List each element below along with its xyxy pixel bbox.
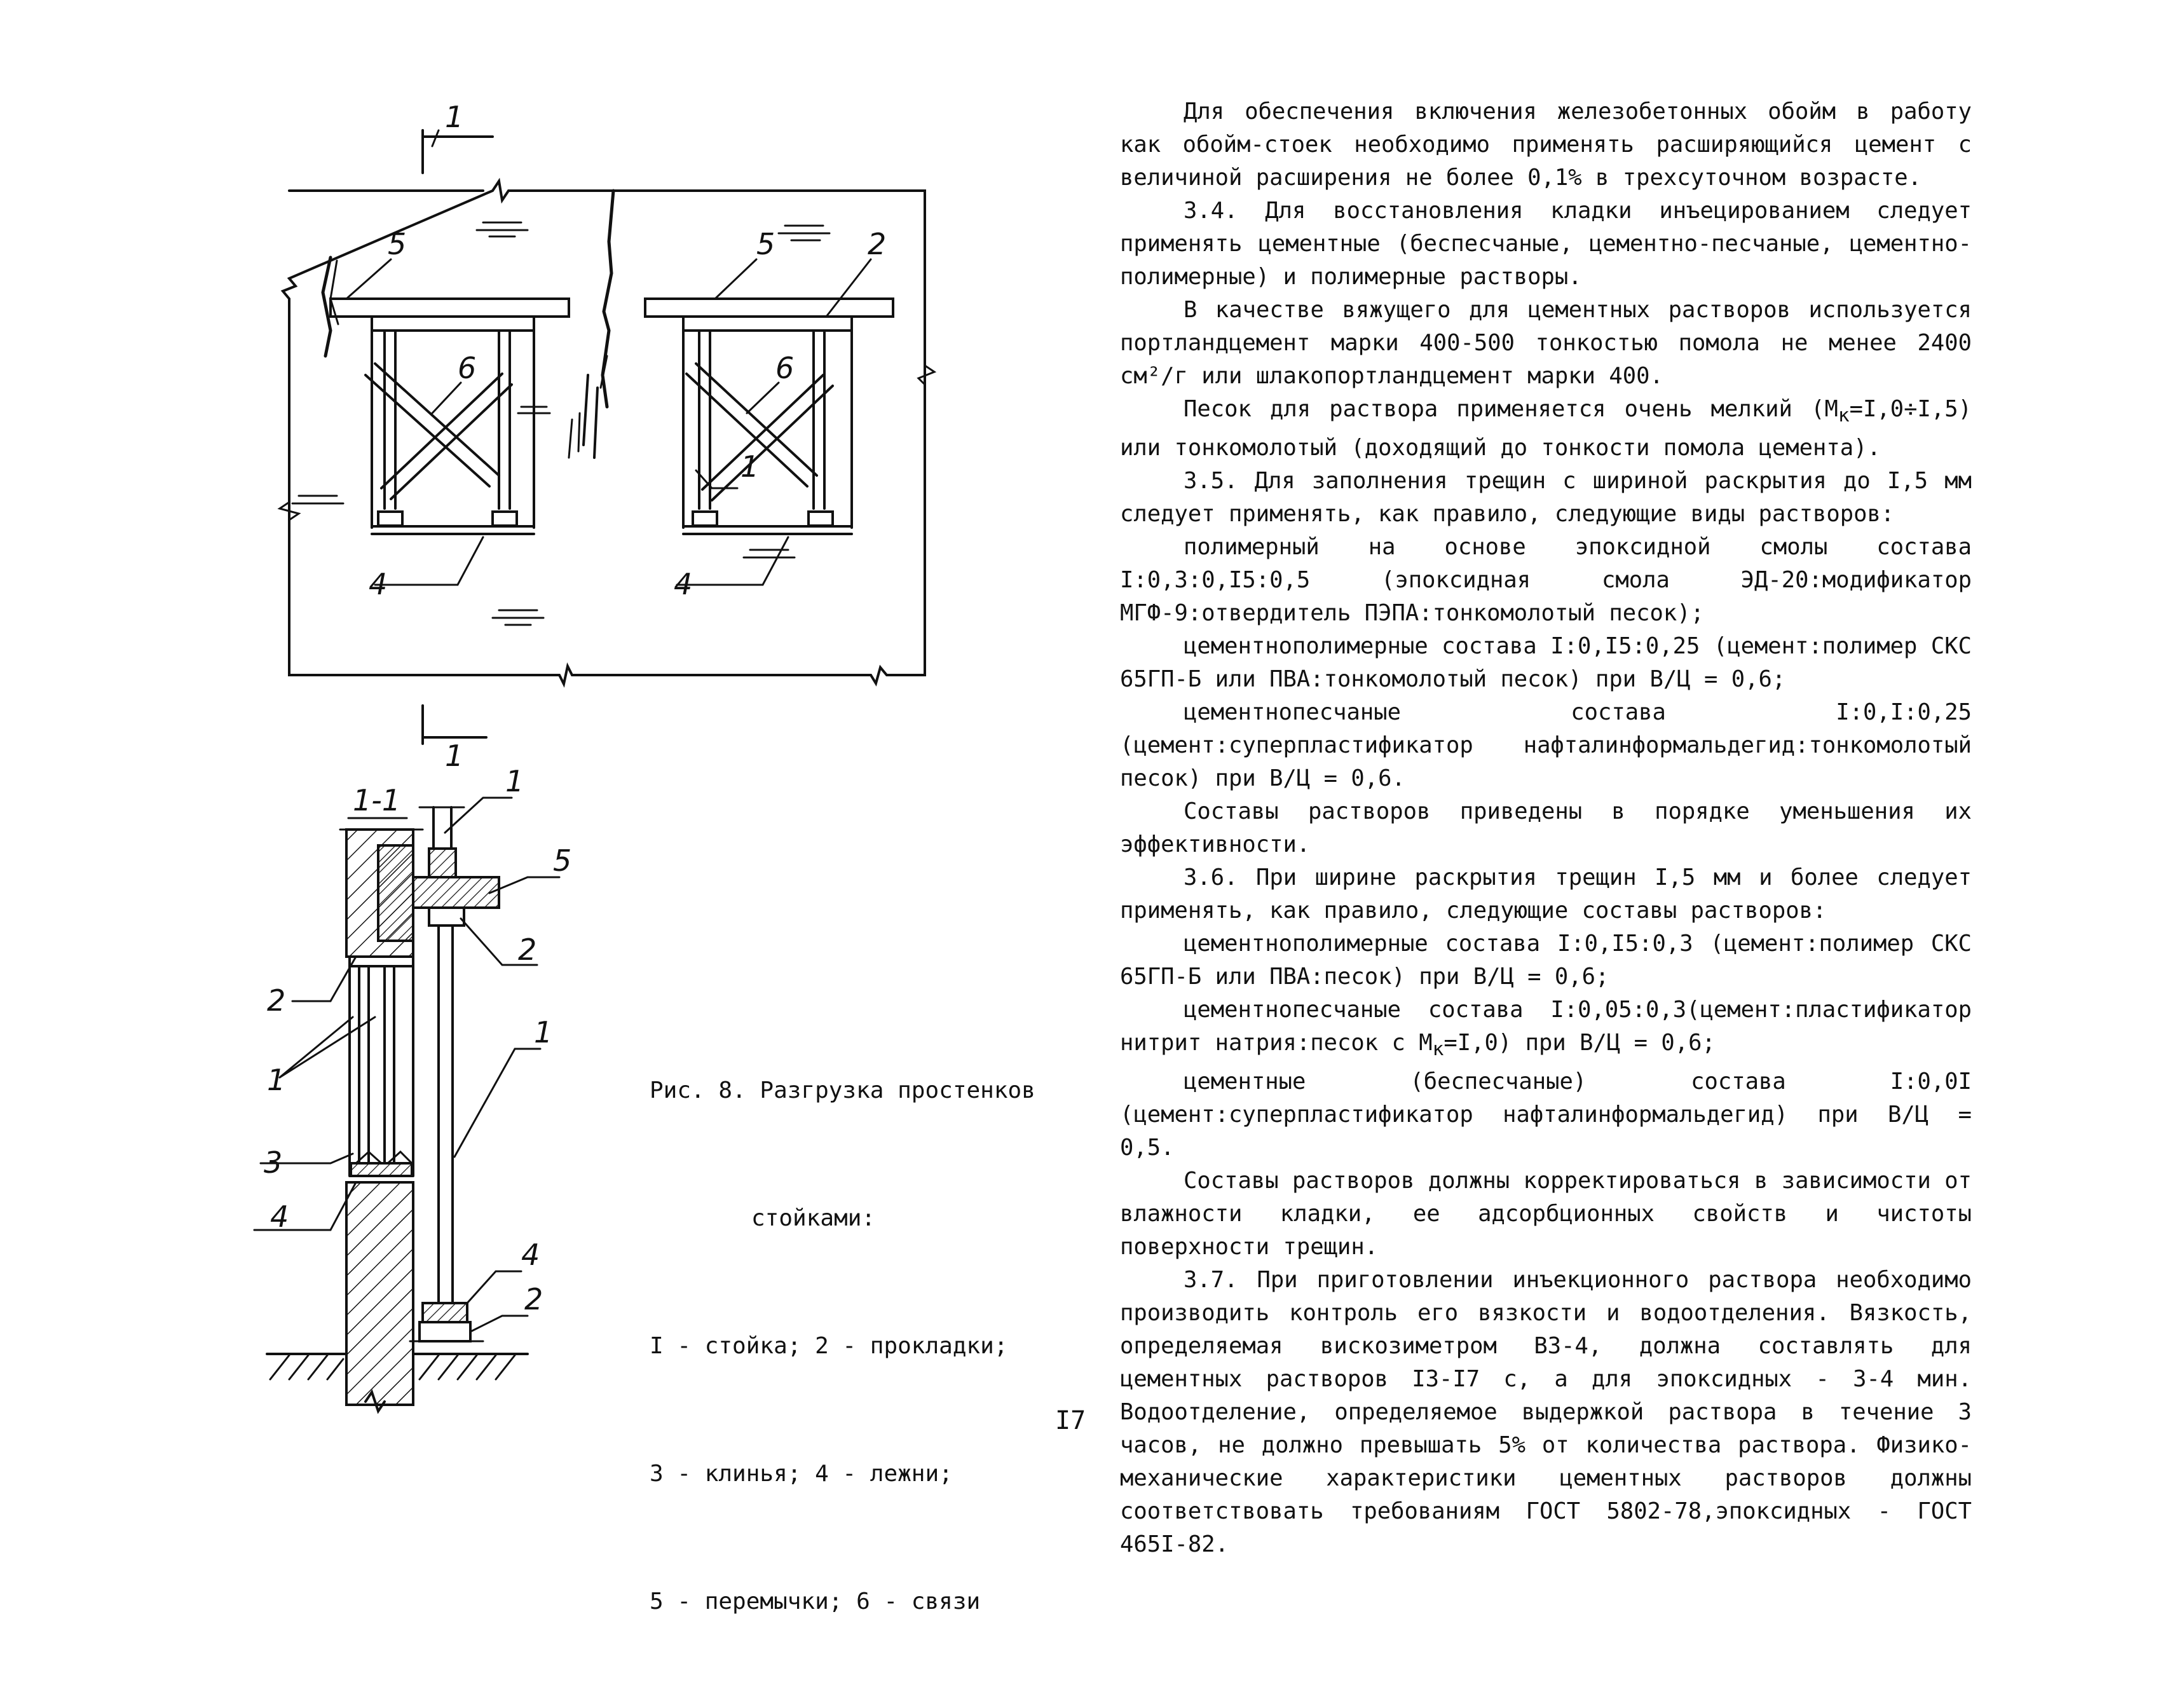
section-title: 1-1 (353, 783, 401, 817)
caption-title-cont: стойками: (751, 1205, 876, 1231)
body-text (1120, 95, 1972, 1561)
section-view (254, 798, 559, 1411)
plan-label-right-sleeper: 4 (674, 567, 693, 601)
cement-sand-text-a: цементнопесчаные состава I:0,05:0,3(цемент:пластификатор нитрит натрия:песок с М (1120, 997, 1972, 1056)
plan-label-right-post: 1 (740, 449, 760, 484)
paragraph-cement-nosand: цементные (беспесчаные) состава I:0,0I (цемент:суперпластификатор нафталинформальдегид) при В/Ц = 0,5. (1120, 1069, 1972, 1161)
paragraph-cement-polymer: цементнополимерные состава I:0,I5:0,25 (цемент:полимер СКС 65ГП-Б или ПВА:тонкомолотый песок) при В/Ц = 0,6; (1120, 633, 1972, 693)
cement-sand-subscript: к (1432, 1038, 1444, 1060)
paragraph-cement-sand: цементнопесчаные состава I:0,I:0,25 (цемент:суперпластификатор нафталинформальдегид:тонкомолотый песок) при В/Ц = 0,6. (1120, 699, 1972, 792)
cement-sand-text-b: =I,0) при В/Ц = 0,6; (1443, 1030, 1716, 1056)
paragraph-order: Составы растворов приведены в порядке уменьшения их эффективности. (1120, 798, 1972, 858)
plan-label-left-lintel: 5 (388, 227, 407, 261)
plan-label-right-pad: 2 (868, 227, 887, 261)
sand-subscript: к (1838, 404, 1850, 427)
section-label-sleeper-left: 4 (270, 1199, 289, 1234)
paragraph-correction: Составы растворов должны корректироваться в зависимости от влажности кладки, ее адсорбционных свойств и чистоты поверхности трещин. (1120, 1168, 1972, 1261)
section-label-posts-left: 1 (267, 1063, 286, 1097)
page-number: I7 (1055, 1406, 1086, 1435)
paragraph-sand (1120, 393, 1972, 465)
sand-text-a: Песок для раствора применяется очень мелкий (М (1184, 396, 1838, 422)
paragraph-intro: Для обеспечения включения железобетонных обойм в работу как обойм-стоек необходимо применять расширяющийся цемент с величиной расширения не более 0,1% в трехсуточном возрасте. (1120, 99, 1972, 191)
paragraph-3-5: 3.5. Для заполнения трещин с шириной раскрытия до I,5 мм следует применять, как правило, следующие виды растворов: (1120, 468, 1972, 528)
section-label-lintel: 5 (553, 844, 572, 878)
caption-legend-2: 3 - клинья; 4 - лежни; (650, 1461, 953, 1487)
paragraph-binder: В качестве вяжущего для цементных растворов используется портландцемент марки 400-500 тонкостью помола не менее 2400 см²/г или шлакопортландцемент марки 400. (1120, 297, 1972, 389)
caption-legend-3: 5 - перемычки; 6 - связи (650, 1588, 981, 1615)
plan-label-left-tie: 6 (458, 351, 477, 385)
section-label-pad-top: 2 (518, 933, 537, 967)
caption-title: Рис. 8. Разгрузка простенков (650, 1077, 1035, 1103)
plan-label-left-sleeper: 4 (369, 567, 388, 601)
plan-section-mark-top: 1 (445, 100, 464, 134)
section-label-top-post: 1 (505, 764, 524, 798)
caption-legend-1: I - стойка; 2 - прокладки; (650, 1333, 1008, 1359)
plan-label-right-lintel: 5 (756, 227, 775, 261)
sand-text-b: =I,0÷I,5) или тонкомолотый (доходящий до тонкости помола цемента). (1120, 396, 1972, 461)
section-label-sleeper-right: 4 (521, 1238, 540, 1272)
paragraph-cement-sand-2 (1120, 994, 1972, 1065)
figure-caption (650, 984, 1044, 1708)
paragraph-3-4: 3.4. Для восстановления кладки инъецированием следует применять цементные (беспесчаные, цементно-песчаные, цементно-полимерные) и полимерные растворы. (1120, 198, 1972, 290)
plan-view (280, 130, 934, 744)
paragraph-3-7: 3.7. При приготовлении инъекционного раствора необходимо производить контроль его вязкости и водоотделения. Вязкость, определяемая вискозиметром ВЗ-4, должна составлять для цементных растворов I3-I7 с, а для эпоксидных - 3-4 мин. Водоотделение, определяемое выдержкой раствора в течение 3 часов, не должно превышать 5% от количества раствора. Физико-механические характеристики цементных растворов должны соответствовать требованиям ГОСТ 5802-78,эпоксидных - ГОСТ 465I-82. (1120, 1267, 1972, 1558)
paragraph-cement-polymer-2: цементнополимерные состава I:0,I5:0,3 (цемент:полимер СКС 65ГП-Б или ПВА:песок) при В/Ц = 0,6; (1120, 931, 1972, 990)
paragraph-polymer: полимерный на основе эпоксидной смолы состава I:0,3:0,I5:0,5 (эпоксидная смола ЭД-20:модификатор МГФ-9:отвердитель ПЭПА:тонкомолотый песок); (1120, 534, 1972, 627)
section-label-pad-bottom: 2 (524, 1282, 543, 1316)
plan-section-mark-bottom: 1 (445, 739, 464, 773)
section-label-post-right: 1 (534, 1015, 553, 1049)
left-frame (331, 299, 569, 534)
section-label-pad-left: 2 (267, 983, 286, 1018)
plan-label-right-tie: 6 (775, 351, 795, 385)
right-frame (645, 299, 893, 534)
section-label-wedges: 3 (264, 1145, 283, 1180)
paragraph-3-6: 3.6. При ширине раскрытия трещин I,5 мм и более следует применять, как правило, следующие составы растворов: (1120, 864, 1972, 924)
